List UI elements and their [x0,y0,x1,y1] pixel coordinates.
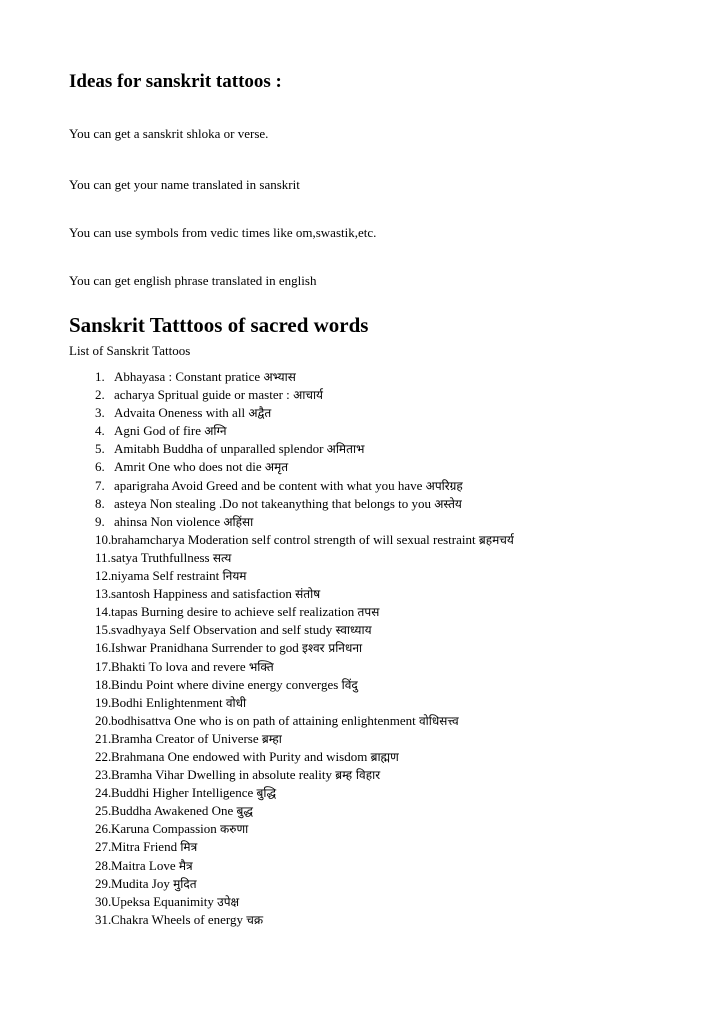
list-item-number: 28. [95,857,112,873]
paragraph-shloka: You can get a sanskrit shloka or verse. [69,126,269,141]
list-item-text [111,567,246,585]
list-item-text [111,857,193,875]
list-item [0,730,728,748]
list-item-english: Bodhi Enlightenment [111,694,223,710]
list-item-text [111,621,372,639]
list-item-number: 1. [95,369,105,384]
list-item-english: Agni God of fire [114,423,202,439]
list-item-sanskrit: वोधी [225,695,247,710]
list-item [0,567,728,585]
list-item-english: niyama Self restraint [111,568,220,584]
list-item-english: satya Truthfullness [111,549,210,565]
list-item-sanskrit: इश्वर प्रनिधना [301,641,363,656]
list-item-text [114,368,296,386]
list-item-sanskrit: ब्रहमचर्य [478,532,514,547]
list-item-english: bodhisattva One who is on path of attaining enlightenment [111,712,416,728]
list-item [0,585,728,603]
list-item-sanskrit: मैत्र [178,858,193,873]
list-item-text [111,712,459,730]
list-item-english: tapas Burning desire to achieve self realization [111,604,355,620]
list-item-english: Buddhi Higher Intelligence [111,785,254,801]
list-item-english: Chakra Wheels of energy [111,911,243,927]
list-item-number: 18. [95,676,112,692]
list-item-sanskrit: मित्र [180,840,198,855]
list-item-number: 17. [95,658,112,674]
section-title: Sanskrit Tatttoos of sacred words [69,313,369,337]
list-item-number: 30. [95,893,112,909]
list-item [0,404,728,422]
list-item-english: Buddha Awakened One [111,803,234,819]
list-item-text [114,386,323,404]
paragraph-phrase: You can get english phrase translated in english [69,273,317,288]
list-item-sanskrit: विंदु [341,677,358,692]
list-item-english: Ishwar Pranidhana Surrender to god [111,640,299,656]
list-item [0,712,728,730]
list-item-text [114,495,462,513]
list-item-english: Mitra Friend [111,839,178,855]
list-item-number: 12. [95,568,112,584]
list-item-text [111,694,246,712]
list-item-number: 31. [95,911,112,927]
list-item-english: Bindu Point where divine energy converges [111,676,339,692]
list-item-english: brahamcharya Moderation self control strength of will sexual restraint [111,531,476,547]
list-item-english: svadhyaya Self Observation and self study [111,622,333,638]
list-item-text [114,477,463,495]
list-item-english: ahinsa Non violence [114,513,221,529]
list-item-sanskrit: ब्रम्ह विहार [335,768,381,783]
list-item-number: 16. [95,640,112,656]
list-item-sanskrit: अमिताभ [326,442,365,457]
list-item-sanskrit: मुदित [173,876,197,891]
list-item [0,766,728,784]
list-item-text [114,440,365,458]
list-item-english: Amitabh Buddha of unparalled splendor [114,441,324,457]
tattoo-list [0,368,728,929]
list-item-english: Mudita Joy [111,875,170,891]
list-item-text [111,658,274,676]
list-item [0,911,728,929]
list-item-text [111,748,399,766]
list-item-number: 23. [95,767,112,783]
list-item-sanskrit: अग्नि [204,424,227,439]
list-item-number: 25. [95,803,112,819]
list-item [0,857,728,875]
list-item-sanskrit: अद्वैत [248,406,272,421]
paragraph-symbols: You can use symbols from vedic times like om,swastik,etc. [69,225,377,240]
list-item-text [111,911,263,929]
list-item-text [111,784,276,802]
list-item-english: Karuna Compassion [111,821,217,837]
list-item-english: Amrit One who does not die [114,459,262,475]
list-item-sanskrit: बुद्धि [256,786,277,801]
list-item [0,748,728,766]
list-item-sanskrit: उपेक्ष [217,894,240,909]
list-item-number: 21. [95,730,112,746]
list-item [0,386,728,404]
list-item-sanskrit: अमृत [264,460,289,475]
list-item [0,495,728,513]
list-item-sanskrit: चक्र [246,912,264,927]
list-item-text [111,730,282,748]
paragraph-name: You can get your name translated in sanskrit [69,177,300,192]
page-heading: Ideas for sanskrit tattoos : [69,71,282,92]
list-item-sanskrit: अभ्यास [263,370,296,384]
list-item-number: 20. [95,712,112,728]
list-item-number: 3. [95,405,105,421]
list-item-text [111,893,239,911]
list-item [0,422,728,440]
list-item-text [111,531,514,549]
list-item [0,621,728,639]
list-item-english: Bhakti To lova and revere [111,658,246,674]
list-item-number: 14. [95,604,112,620]
list-item [0,531,728,549]
list-item-english: Maitra Love [111,857,176,873]
list-item-text [114,404,271,422]
list-item [0,368,728,386]
list-item [0,838,728,856]
list-item-text [111,585,320,603]
list-item-text [114,513,253,531]
list-item-text [111,802,253,820]
list-item [0,639,728,657]
list-item [0,820,728,838]
list-item-number: 11. [95,549,111,565]
list-item-sanskrit: आचार्य [293,388,324,403]
list-item [0,513,728,531]
list-item-sanskrit: स्वाध्याय [335,623,372,638]
list-item-text [111,639,362,657]
list-item-number: 26. [95,821,112,837]
list-item-sanskrit: संतोष [295,587,321,602]
list-item-english: Bramha Vihar Dwelling in absolute reality [111,767,333,783]
list-item-sanskrit: बुद्ध [236,804,253,819]
list-item-number: 29. [95,875,112,891]
section-subtitle: List of Sanskrit Tattoos [69,343,191,358]
list-item-number: 9. [95,513,105,529]
list-item [0,603,728,621]
list-item-sanskrit: ब्रम्हा [261,731,282,746]
list-item-sanskrit: अस्तेय [434,496,462,511]
list-item-english: Bramha Creator of Universe [111,730,259,746]
list-item [0,440,728,458]
list-item-number: 24. [95,785,112,801]
list-item-english: santosh Happiness and satisfaction [111,586,292,602]
list-item-number: 15. [95,622,112,638]
list-item-english: Advaita Oneness with all [114,405,246,421]
list-item-number: 7. [95,477,105,493]
list-item-number: 13. [95,586,112,602]
list-item-english: asteya Non stealing .Do not takeanything that belongs to you [114,495,431,511]
list-item-sanskrit: नियम [222,569,247,584]
list-item-text [111,676,358,694]
list-item-sanskrit: तपस [357,605,380,620]
list-item-english: acharya Spritual guide or master : [114,387,290,403]
list-item [0,676,728,694]
list-item-sanskrit: अहिंसा [223,514,254,529]
list-item-number: 2. [95,387,105,403]
list-item [0,893,728,911]
list-item [0,458,728,476]
list-item [0,549,728,567]
list-item-number: 22. [95,748,112,764]
list-item-text [114,422,227,440]
list-item [0,784,728,802]
list-item-sanskrit: अपरिग्रह [425,478,463,493]
list-item-sanskrit: सत्य [212,550,232,565]
list-item-sanskrit: करुणा [220,822,249,837]
list-item-english: Upeksa Equanimity [111,893,214,909]
list-item-text [111,603,379,621]
list-item-number: 6. [95,459,105,475]
list-item [0,802,728,820]
list-item-english: aparigraha Avoid Greed and be content with what you have [114,477,423,493]
list-item-number: 8. [95,495,105,511]
list-item [0,694,728,712]
list-item-text [111,820,248,838]
list-item-english: Brahmana One endowed with Purity and wisdom [111,748,368,764]
list-item [0,658,728,676]
list-item-number: 27. [95,839,112,855]
list-item-number: 10. [95,531,112,547]
list-item-text [111,766,380,784]
list-item-number: 19. [95,694,112,710]
list-item-sanskrit: वोधिसत्त्व [418,713,459,728]
list-item-number: 4. [95,423,105,439]
list-item-text [111,838,197,856]
list-item-text [114,458,288,476]
list-item [0,477,728,495]
list-item [0,875,728,893]
list-item-text [111,875,197,893]
list-item-number: 5. [95,441,105,457]
list-item-text [111,549,231,567]
list-item-sanskrit: ब्राह्मण [370,749,399,764]
list-item-english: Abhayasa : Constant pratice [114,369,261,384]
list-item-sanskrit: भक्ति [248,659,274,674]
